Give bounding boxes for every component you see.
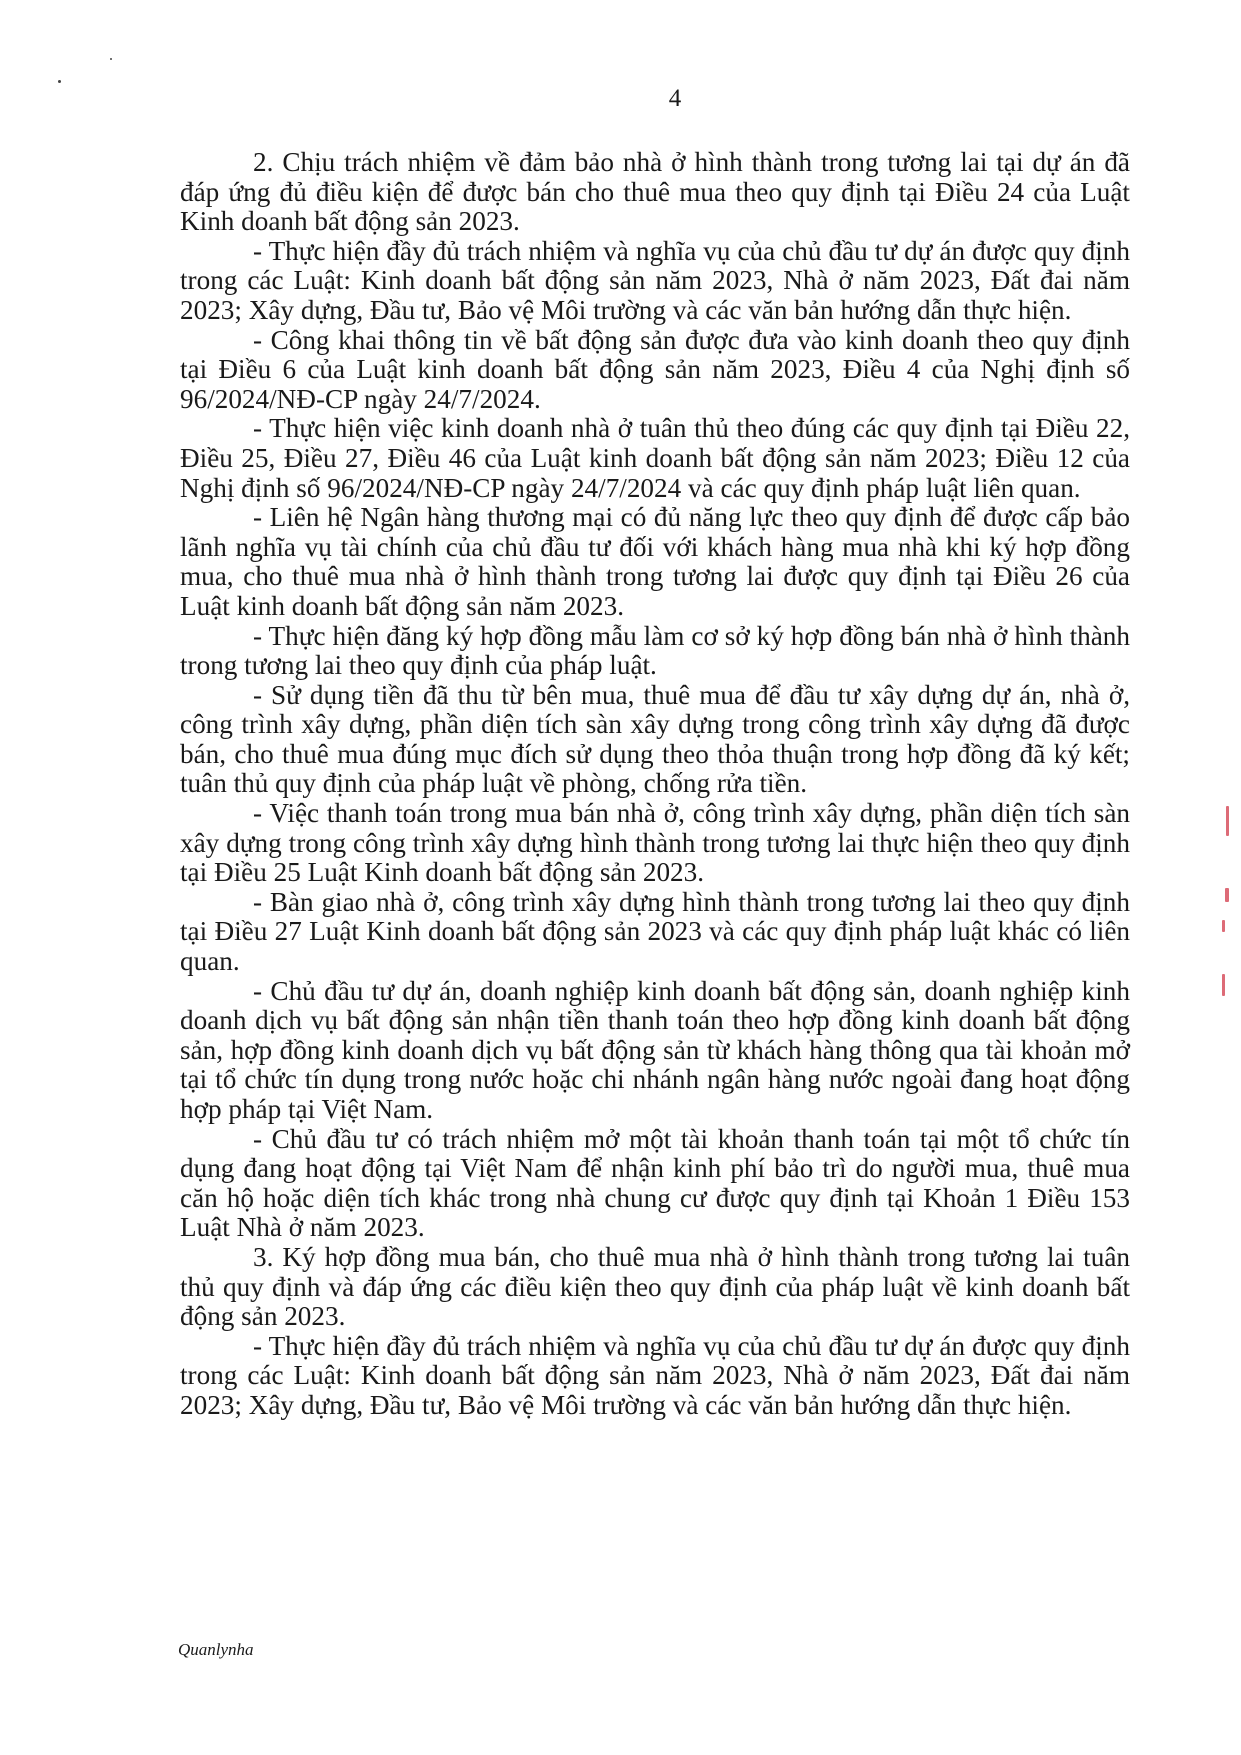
page-number: 4 — [668, 85, 682, 112]
paragraph-payment-accounts: - Chủ đầu tư dự án, doanh nghiệp kinh doanh bất động sản, doanh nghiệp kinh doanh dịch vụ bất động sản nhận tiền thanh toán theo hợp đồng kinh doanh bất động sản, hợp đồng kinh doanh dịch vụ bất động sản từ khách hàng thông qua tài khoản mở tại tổ chức tín dụng trong nước hoặc chi nhánh ngân hàng nước ngoài đang hoạt động hợp pháp tại Việt Nam. — [180, 975, 1130, 1124]
paragraph-use-of-funds: - Sử dụng tiền đã thu từ bên mua, thuê mua để đầu tư xây dựng dự án, nhà ở, công trình xây dựng, phần diện tích sàn xây dựng trong công trình xây dựng đã được bán, cho thuê mua đúng mục đích sử dụng theo thỏa thuận trong hợp đồng đã ký kết; tuân thủ quy định của pháp luật về phòng, chống rửa tiền. — [180, 679, 1130, 799]
paragraph-bank-guarantee: - Liên hệ Ngân hàng thương mại có đủ năng lực theo quy định để được cấp bảo lãnh nghĩa vụ tài chính của chủ đầu tư đối với khách hàng mua nhà khi ký hợp đồng mua, cho thuê mua nhà ở hình thành trong tương lai được quy định tại Điều 26 của Luật kinh doanh bất động sản năm 2023. — [180, 502, 1130, 621]
document-body — [180, 148, 1130, 1421]
paragraph-public-disclosure: - Công khai thông tin về bất động sản được đưa vào kinh doanh theo quy định tại Điều 6 của Luật kinh doanh bất động sản năm 2023, Điều 4 của Nghị định số 96/2024/NĐ-CP ngày 24/7/2024. — [180, 324, 1130, 414]
paragraph-section-2: 2. Chịu trách nhiệm về đảm bảo nhà ở hình thành trong tương lai tại dự án đã đáp ứng đủ điều kiện để được bán cho thuê mua theo quy định tại Điều 24 của Luật Kinh doanh bất động sản 2023. — [180, 147, 1130, 237]
paragraph-contract-registration: - Thực hiện đăng ký hợp đồng mẫu làm cơ sở ký hợp đồng bán nhà ở hình thành trong tương lai theo quy định của pháp luật. — [180, 620, 1130, 681]
footer-label: Quanlynha — [178, 1640, 254, 1659]
paragraph-responsibilities-repeat: - Thực hiện đầy đủ trách nhiệm và nghĩa vụ của chủ đầu tư dự án được quy định trong các Luật: Kinh doanh bất động sản năm 2023, Nhà ở năm 2023, Đất đai năm 2023; Xây dựng, Đầu tư, Bảo vệ Môi trường và các văn bản hướng dẫn thực hiện. — [180, 1330, 1130, 1420]
scan-stamp-mark — [1222, 974, 1225, 996]
paragraph-section-3: 3. Ký hợp đồng mua bán, cho thuê mua nhà ở hình thành trong tương lai tuân thủ quy định và đáp ứng các điều kiện theo quy định của pháp luật về kinh doanh bất động sản 2023. — [180, 1241, 1130, 1332]
scan-dot — [110, 58, 112, 60]
paragraph-handover: - Bàn giao nhà ở, công trình xây dựng hình thành trong tương lai theo quy định tại Điều 27 Luật Kinh doanh bất động sản 2023 và các quy định pháp luật khác có liên quan. — [180, 886, 1130, 977]
scan-dot — [58, 80, 61, 83]
scan-stamp-mark — [1225, 888, 1229, 902]
paragraph-responsibilities: - Thực hiện đầy đủ trách nhiệm và nghĩa vụ của chủ đầu tư dự án được quy định trong các Luật: Kinh doanh bất động sản năm 2023, Nhà ở năm 2023, Đất đai năm 2023; Xây dựng, Đầu tư, Bảo vệ Môi trường và các văn bản hướng dẫn thực hiện. — [180, 235, 1130, 325]
paragraph-payment: - Việc thanh toán trong mua bán nhà ở, công trình xây dựng, phần diện tích sàn xây dựng trong công trình xây dựng hình thành trong tương lai thực hiện theo quy định tại Điều 25 Luật Kinh doanh bất động sản 2023. — [180, 798, 1130, 888]
paragraph-housing-business: - Thực hiện việc kinh doanh nhà ở tuân thủ theo đúng các quy định tại Điều 22, Điều 25, Điều 27, Điều 46 của Luật kinh doanh bất động sản năm 2023; Điều 12 của Nghị định số 96/2024/NĐ-CP ngày 24/7/2024 và các quy định pháp luật liên quan. — [180, 413, 1130, 503]
scan-stamp-mark — [1226, 806, 1229, 836]
scan-stamp-mark — [1222, 920, 1225, 932]
paragraph-maintenance-account: - Chủ đầu tư có trách nhiệm mở một tài khoản thanh toán tại một tổ chức tín dụng đang hoạt động tại Việt Nam để nhận kinh phí bảo trì do người mua, thuê mua căn hộ hoặc diện tích khác trong nhà chung cư được quy định tại Khoản 1 Điều 153 Luật Nhà ở năm 2023. — [180, 1123, 1130, 1243]
